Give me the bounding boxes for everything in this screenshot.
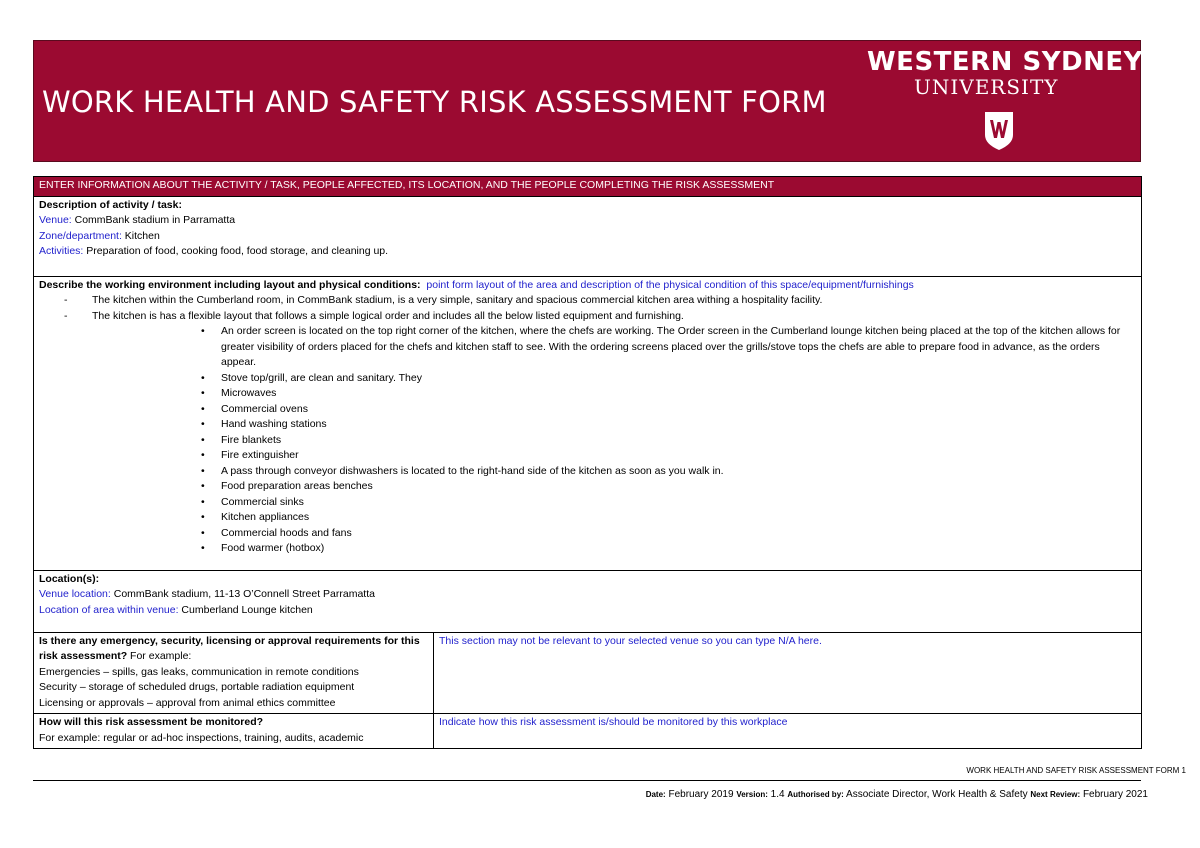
version-value: 1.4 <box>767 789 788 800</box>
list-item: • Microwaves <box>221 386 1136 402</box>
monitoring-answer-cell[interactable]: Indicate how this risk assessment is/should be monitored by this workplace <box>434 714 1142 749</box>
environment-hint: point form layout of the area and description of the physical condition of this space/equipment/furnishings <box>426 278 914 291</box>
section-header-row <box>34 177 1142 197</box>
risk-assessment-table <box>33 176 1142 749</box>
list-item: - The kitchen within the Cumberland room, in CommBank stadium, is a very simple, sanitary and spacious commercial kitchen area withing a hospitality facility. <box>39 293 1136 309</box>
header-banner <box>33 40 1141 162</box>
activities-value: Preparation of food, cooking food, food storage, and cleaning up. <box>83 245 389 257</box>
university-logo-subtitle: UNIVERSITY <box>914 75 1059 99</box>
monitoring-question: How will this risk assessment be monitored? <box>39 716 264 728</box>
location-row <box>34 570 1142 632</box>
list-item: • Commercial hoods and fans <box>221 526 1136 542</box>
date-value: February 2019 <box>665 789 737 800</box>
footer-divider <box>33 780 1141 781</box>
venue-location-line <box>39 587 1136 603</box>
list-item: • Fire blankets <box>221 433 1136 449</box>
page-title: WORK HEALTH AND SAFETY RISK ASSESSMENT FORM <box>42 85 827 119</box>
footer-metadata <box>646 789 1148 800</box>
environment-dash-list <box>39 293 1136 324</box>
requirements-example: Emergencies – spills, gas leaks, communication in remote conditions <box>39 665 359 678</box>
list-item: • A pass through conveyor dishwashers is located to the right-hand side of the kitchen as soon as you walk in. <box>221 464 1136 480</box>
venue-location-label: Venue location: <box>39 588 111 600</box>
authorised-label: Authorised by: <box>787 790 844 799</box>
version-label: Version: <box>736 790 768 799</box>
location-cell[interactable] <box>34 570 1142 632</box>
venue-location-value: CommBank stadium, 11-13 O’Connell Street Parramatta <box>110 588 375 600</box>
venue-value: CommBank stadium in Parramatta <box>71 214 236 226</box>
review-value: February 2021 <box>1080 789 1148 800</box>
university-logo-name: WESTERN SYDNEY <box>867 47 1143 77</box>
authorised-value: Associate Director, Work Health & Safety <box>843 789 1031 800</box>
section-header: ENTER INFORMATION ABOUT THE ACTIVITY / TASK, PEOPLE AFFECTED, ITS LOCATION, AND THE PEOPLE COMPLETING THE RISK ASSESSMENT <box>34 177 1142 197</box>
requirements-row <box>34 632 1142 714</box>
list-item: - The kitchen is has a flexible layout that follows a simple logical order and includes all the below listed equipment and furnishing. <box>39 309 1136 325</box>
requirements-question-tail: For example: <box>127 650 192 662</box>
list-item: • Food warmer (hotbox) <box>221 541 1136 557</box>
monitoring-question-cell <box>34 714 434 749</box>
footer-form-reference: WORK HEALTH AND SAFETY RISK ASSESSMENT FORM 1 <box>966 766 1186 775</box>
zone-label: Zone/department: <box>39 229 122 242</box>
list-item: • Commercial sinks <box>221 495 1136 511</box>
review-label: Next Review: <box>1030 790 1081 799</box>
list-item: • Commercial ovens <box>221 402 1136 418</box>
list-item: • Stove top/grill, are clean and sanitary. They <box>221 371 1136 387</box>
list-item: • Food preparation areas benches <box>221 479 1136 495</box>
requirements-example: Security – storage of scheduled drugs, portable radiation equipment <box>39 681 355 693</box>
list-item: • Kitchen appliances <box>221 510 1136 526</box>
university-shield-icon <box>984 111 1014 151</box>
description-row <box>34 196 1142 276</box>
venue-label: Venue: <box>39 214 72 226</box>
environment-heading-line <box>39 278 1136 294</box>
date-label: Date: <box>645 790 666 799</box>
requirements-question-line <box>39 634 428 665</box>
requirements-question: Is there any emergency, security, licensing or approval requirements for this risk assessment? <box>39 634 420 662</box>
list-item: • Hand washing stations <box>221 417 1136 433</box>
venue-line <box>39 213 1136 229</box>
list-item: • Fire extinguisher <box>221 448 1136 464</box>
list-item: • An order screen is located on the top right corner of the kitchen, where the chefs are working. The Order screen in the Cumberland lounge kitchen being placed at the top of the kitchen allows for greater visibility of orders placed for the chefs and kitchen staff to see. With the ordering screens placed over the grills/stove tops the chefs are able to prepare food in advance, as the orders appear. <box>221 324 1136 371</box>
activities-line <box>39 244 1136 260</box>
monitoring-row <box>34 714 1142 749</box>
environment-heading: Describe the working environment including layout and physical conditions: <box>39 278 421 291</box>
requirements-question-cell <box>34 632 434 714</box>
activities-label: Activities: <box>39 245 84 257</box>
environment-cell[interactable] <box>34 276 1142 570</box>
area-line <box>39 603 1136 619</box>
description-heading: Description of activity / task: <box>39 198 182 211</box>
environment-row <box>34 276 1142 570</box>
equipment-list <box>39 324 1136 557</box>
requirements-answer-cell[interactable]: This section may not be relevant to your selected venue so you can type N/A here. <box>434 632 1142 714</box>
area-value: Cumberland Lounge kitchen <box>178 603 313 616</box>
requirements-example: Licensing or approvals – approval from animal ethics committee <box>39 696 336 709</box>
zone-line <box>39 229 1136 245</box>
description-cell[interactable] <box>34 196 1142 276</box>
location-heading: Location(s): <box>39 572 100 585</box>
monitoring-example: For example: regular or ad-hoc inspections, training, audits, academic <box>39 731 364 744</box>
zone-value: Kitchen <box>121 229 160 242</box>
area-label: Location of area within venue: <box>39 603 179 616</box>
